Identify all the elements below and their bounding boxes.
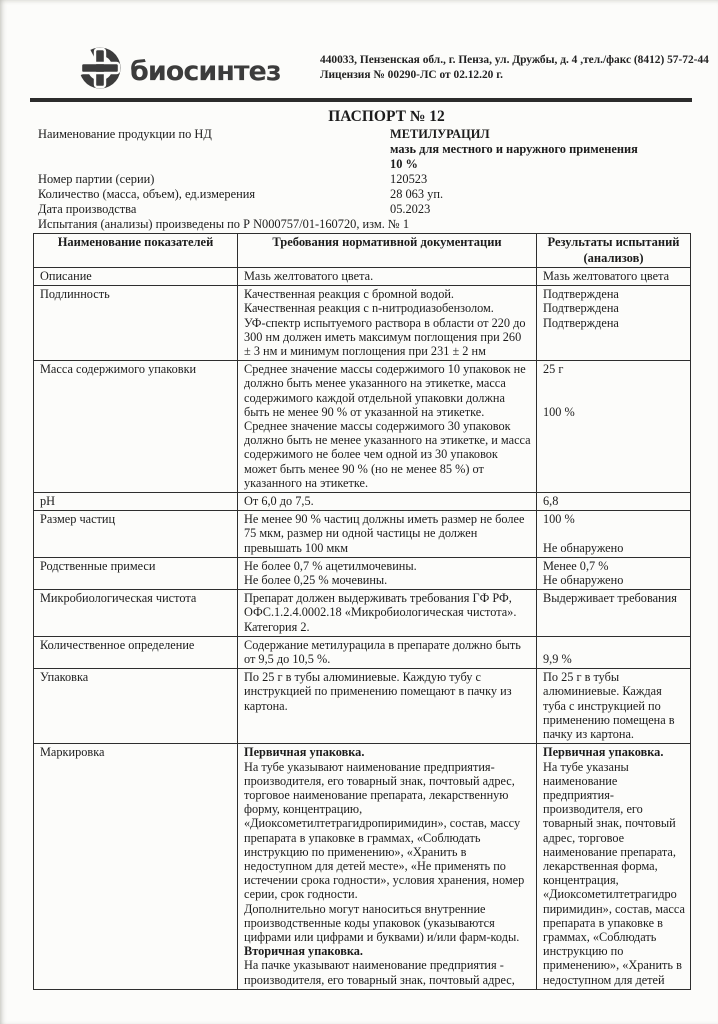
row-indicator-cell — [34, 636, 238, 668]
row-results-cell — [537, 361, 691, 493]
info-row-batch — [38, 172, 692, 187]
table-row — [34, 669, 691, 744]
table-row — [34, 557, 691, 589]
info-row-product-name — [38, 127, 692, 172]
table-row — [34, 361, 691, 493]
row-indicator-cell — [34, 493, 238, 511]
row-indicator-cell — [34, 286, 238, 361]
cell-line: Не более 0,25 % мочевины. — [244, 573, 388, 588]
cell-line: Микробиологическая чистота — [40, 591, 197, 606]
cell-line: По 25 г в тубы алюминиевые. Каждую тубу с инструкцией по применению помещают в пачку из картона. — [244, 670, 512, 713]
row-indicator-cell — [34, 557, 238, 589]
row-requirements-cell — [238, 669, 537, 744]
table-row — [34, 590, 691, 637]
cell-line: По 25 г в тубы алюминиевые. Каждая туба с инструкцией по применению помещена в пачку из картона. — [543, 670, 675, 742]
col-header-results: Результаты испытаний (анализов) — [537, 234, 691, 268]
table-body — [34, 268, 691, 990]
col-header-indicators: Наименование показателей — [34, 234, 238, 268]
cell-line: Содержание метилурацила в препарате должно быть от 9,5 до 10,5 %. — [244, 637, 521, 667]
row-results-cell — [537, 557, 691, 589]
row-requirements-cell — [238, 268, 537, 286]
table-row — [34, 286, 691, 361]
cell-line: На тубе указывают наименование предприятия-производителя, его товарный знак, почтовый адрес, торговое наименование препарата, лекарственную форму, концентрацию, «Диоксометилтетрагидропиримидин», состав, массу препарата в упаковке в граммах, «Соблюдать инструкцию по применению», «Хранить в недоступном для детей месте», «Не применять по истечении срока годности», условия хранения, номер серии, срок годности. — [244, 759, 525, 902]
row-indicator-cell — [34, 268, 238, 286]
row-results-cell — [537, 636, 691, 668]
quantity-value: 28 063 уп. — [390, 187, 444, 201]
cell-line: Среднее значение массы содержимого 10 упаковок не должно быть менее указанного на этикетке, масса содержимого каждой отдельной упаковки должна быть не менее 90 % от указанной на этикетке. — [244, 362, 526, 419]
cell-line: Мазь желтоватого цвета — [543, 269, 670, 283]
cell-line — [543, 376, 685, 390]
row-results-cell — [537, 744, 691, 989]
production-date-value: 05.2023 — [390, 202, 431, 216]
cell-line: Маркировка — [40, 745, 105, 760]
cell-line: Масса содержимого упаковки — [40, 362, 197, 377]
company-address-block — [320, 53, 709, 82]
cell-line: Препарат должен выдерживать требования ГФ РФ, ОФС.1.2.4.0002.18 «Микробиологическая чистота». Категория 2. — [244, 591, 517, 634]
product-name-value — [390, 127, 692, 172]
cell-line: Менее 0,7 % — [543, 558, 609, 573]
cell-line: Не обнаружено — [543, 573, 624, 588]
info-row-quantity — [38, 187, 692, 202]
header-divider — [30, 98, 692, 102]
page-title: ПАСПОРТ № 12 — [328, 108, 445, 125]
row-indicator-cell — [34, 669, 238, 744]
cell-line: Первичная упаковка. — [543, 745, 664, 760]
cell-line: Родственные примеси — [40, 558, 156, 573]
row-requirements-cell — [238, 744, 537, 989]
biosintez-cross-icon — [78, 46, 126, 95]
col-header-requirements: Требования нормативной документации — [238, 234, 537, 268]
table-row — [34, 636, 691, 668]
table-row — [34, 511, 691, 558]
spec-table — [33, 233, 691, 990]
cell-line: pH — [40, 494, 56, 509]
cell-line: Упаковка — [40, 670, 89, 685]
spec-table-header — [34, 234, 691, 268]
table-row — [34, 268, 691, 286]
product-name-line: МЕТИЛУРАЦИЛ — [390, 127, 490, 141]
cell-line: Подтверждена — [543, 287, 619, 302]
cell-line: Подтверждена — [543, 315, 619, 330]
row-results-cell — [537, 268, 691, 286]
row-requirements-cell — [238, 636, 537, 668]
cell-line: 6,8 — [543, 494, 559, 509]
row-requirements-cell — [238, 286, 537, 361]
row-indicator-cell — [34, 590, 238, 637]
cell-line — [543, 526, 685, 540]
cell-line: Описание — [40, 269, 92, 283]
cell-line — [543, 391, 685, 405]
row-requirements-cell — [238, 590, 537, 637]
row-requirements-cell — [238, 557, 537, 589]
product-strength-line: 10 % — [390, 157, 418, 171]
cell-line: От 6,0 до 7,5. — [244, 494, 314, 509]
row-requirements-cell — [238, 493, 537, 511]
product-info — [38, 127, 692, 217]
row-requirements-cell — [238, 511, 537, 558]
batch-label: Номер партии (серии) — [38, 172, 155, 186]
cell-line: Размер частиц — [40, 512, 116, 527]
tests-reference-line: Испытания (анализы) произведены по Р N000757/01-160720, изм. № 1 — [38, 217, 410, 231]
cell-line — [543, 638, 685, 652]
cell-line: Среднее значение массы содержимого 30 упаковок должно быть не менее указанного на этикетке, и масса содержимого не более чем одной из 30 упаковок может быть менее 90 % (но не менее 85 %) от указанного на этикетке. — [244, 419, 531, 490]
cell-line: Выдерживает требования — [543, 591, 677, 606]
product-name-label: Наименование продукции по НД — [38, 127, 212, 141]
cell-line: На тубе указаны наименование предприятия-производителя, его товарный знак, почтовый адрес, торговое наименование препарата, лекарственная форма, концентрация, «Диоксометилтетрагидро пиримидин», состав, масса препарата в упаковке в граммах, «Соблюдать инструкцию по применению», «Хранить в недоступном для детей — [543, 759, 685, 987]
table-row — [34, 493, 691, 511]
info-row-date — [38, 202, 692, 217]
cell-line: Мазь желтоватого цвета. — [244, 269, 374, 283]
row-indicator-cell — [34, 361, 238, 493]
production-date-label: Дата производства — [38, 202, 137, 216]
row-indicator-cell — [34, 744, 238, 989]
cell-line: Не более 0,7 % ацетилмочевины. — [244, 558, 417, 573]
row-results-cell — [537, 286, 691, 361]
row-results-cell — [537, 669, 691, 744]
cell-line: Вторичная упаковка. — [244, 944, 363, 959]
row-indicator-cell — [34, 511, 238, 558]
cell-line: УФ-спектр испытуемого раствора в области от 220 до 300 нм должен иметь максимум поглощения при 260 ± 3 нм и минимум поглощения при 231 ± 2 нм — [244, 315, 526, 359]
address-line: 440033, Пензенская обл., г. Пенза, ул. Дружбы, д. 4 ,тел./факс (8412) 57-72-44 — [320, 54, 709, 66]
cell-line: Количественное определение — [40, 637, 195, 652]
cell-line: Не обнаружено — [543, 540, 624, 555]
row-results-cell — [537, 590, 691, 637]
row-results-cell — [537, 511, 691, 558]
cell-line: 100 % — [543, 512, 575, 527]
cell-line: Не менее 90 % частиц должны иметь размер не более 75 мкм, размер ни одной частицы не должен превышать 100 мкм — [244, 512, 525, 555]
cell-line: На пачке указывают наименование предприятия - производителя, его товарный знак, почтовый адрес, — [244, 958, 515, 987]
row-results-cell — [537, 493, 691, 511]
cell-line: Дополнительно могут наноситься внутренние производственные коды упаковок (указываются цифрами или цифрами и буквами) и/или фарм-коды. — [244, 901, 520, 944]
cell-line: Подтверждена — [543, 301, 619, 316]
cell-line: Качественная реакция с n-нитродиазобензолом. — [244, 301, 494, 316]
cell-line: 100 % — [543, 404, 575, 419]
batch-value: 120523 — [390, 172, 428, 186]
product-form-line: мазь для местного и наружного применения — [390, 142, 638, 156]
quantity-label: Количество (масса, объем), ед.измерения — [38, 187, 256, 201]
cell-line: 9,9 % — [543, 652, 572, 667]
header-row — [34, 234, 691, 268]
cell-line: Подлинность — [40, 287, 110, 302]
company-name: биосинтез — [130, 56, 281, 87]
cell-line: Качественная реакция с бромной водой. — [244, 287, 455, 302]
row-requirements-cell — [238, 361, 537, 493]
cell-line: Первичная упаковка. — [244, 745, 365, 760]
license-line: Лицензия № 00290-ЛС от 02.12.20 г. — [320, 68, 503, 81]
table-row — [34, 744, 691, 989]
company-logo — [78, 46, 281, 95]
cell-line: 25 г — [543, 362, 564, 377]
